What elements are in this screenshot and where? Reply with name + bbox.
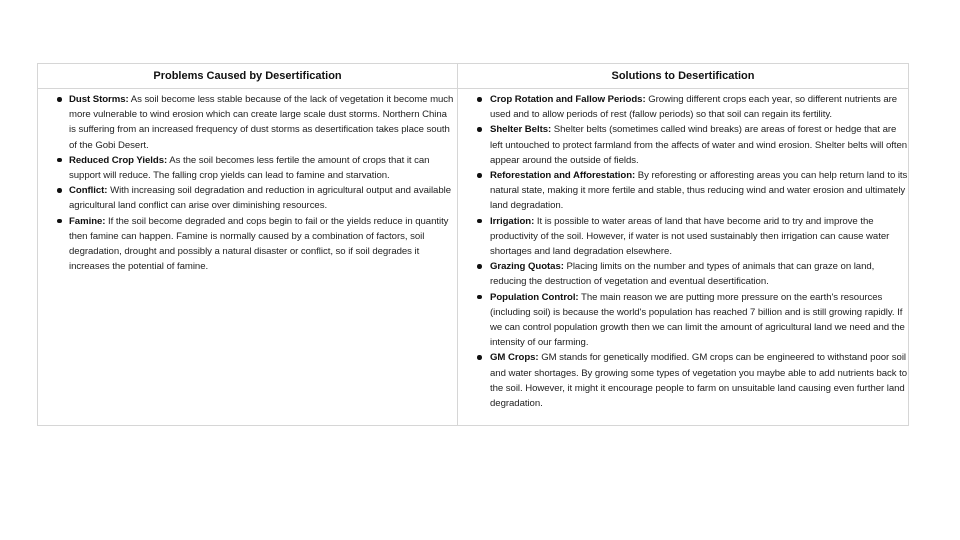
problems-list — [38, 89, 457, 274]
list-item — [458, 290, 908, 351]
item-text: The main reason we are putting more pressure on the earth's resources (including soil) is because the world's population has reached 7 billion and is still growing rapidly. If we can control population growth then we can limit the amount of agricultural land we need and the intensity of our farming. — [490, 291, 905, 349]
item-term: Grazing Quotas: — [490, 261, 564, 273]
item-term: Reduced Crop Yields: — [69, 154, 168, 166]
item-text: It is possible to water areas of land that have become arid to try and improve the productivity of the soil. However, if water is not used sustainably then irrigation can cause water shortages and land degradation elsewhere. — [490, 215, 890, 258]
list-item — [38, 183, 457, 213]
item-term: Crop Rotation and Fallow Periods: — [490, 94, 646, 105]
bullet-icon — [57, 97, 62, 102]
desertification-table — [37, 63, 909, 426]
item-term: Conflict: — [69, 185, 108, 197]
item-term: GM Crops: — [490, 352, 539, 364]
solutions-column — [458, 64, 908, 425]
bullet-icon — [57, 188, 62, 193]
solutions-list — [458, 89, 908, 411]
item-term: Reforestation and Afforestation: — [490, 170, 636, 182]
problems-header: Problems Caused by Desertification — [38, 64, 457, 89]
bullet-icon — [57, 158, 62, 163]
item-text: Shelter belts (sometimes called wind breaks) are areas of forest or hedge that are left untouched to protect farmland from the affects of water and wind erosion. Shelter belts will often appear around the outside of fields. — [490, 124, 908, 166]
problems-column — [38, 64, 458, 425]
item-text: If the soil become degraded and cops begin to fail or the yields reduce in quantity then famine can happen. Famine is normally caused by a combination of factors, soil degradation, drought and possibly a natural disaster or conflict, so if soil degrades it increases the potential of famine. — [69, 215, 449, 273]
bullet-icon — [477, 264, 482, 269]
bullet-icon — [477, 219, 482, 224]
item-text: GM stands for genetically modified. GM crops can be engineered to withstand poor soil and water shortages. By growing some types of vegetation you maybe able to add nutrients back to the soil. However, it might it encourage people to farm on unsuitable land causing even further land degradation. — [490, 352, 908, 410]
list-item — [458, 259, 908, 289]
item-text: With increasing soil degradation and reduction in agricultural output and available agricultural land conflict can arise over diminishing resources. — [69, 185, 451, 212]
item-term: Shelter Belts: — [490, 124, 552, 136]
list-item — [458, 92, 908, 122]
list-item — [458, 214, 908, 260]
item-text: As soil become less stable because of the lack of vegetation it become much more vulnerable to wind erosion which can create large scale dust storms. Northern China is suffering from an increased frequency of dust storms as desertification takes place south of the Gobi Desert. — [69, 94, 454, 151]
bullet-icon — [477, 173, 482, 178]
item-text: Growing different crops each year, so different nutrients are used and to allow periods of rest (fallow periods) so that soil can regain its fertility. — [490, 94, 898, 121]
list-item — [458, 350, 908, 411]
item-text: Placing limits on the number and types of animals that can graze on land, reducing the destruction of vegetation and eventual desertification. — [490, 261, 875, 288]
solutions-header: Solutions to Desertification — [458, 64, 908, 89]
list-item — [458, 168, 908, 214]
item-term: Dust Storms: — [69, 94, 129, 105]
item-text: As the soil becomes less fertile the amount of crops that it can support will reduce. The falling crop yields can lead to famine and starvation. — [69, 154, 430, 182]
bullet-icon — [477, 295, 482, 300]
list-item — [38, 214, 457, 275]
list-item — [458, 122, 908, 168]
bullet-icon — [477, 127, 482, 132]
item-term: Famine: — [69, 215, 106, 227]
item-text: By reforesting or afforesting areas you can help return land to its natural state, making it more fertile and stable, thus reducing wind and water erosion and ultimately land degradation. — [490, 170, 908, 212]
bullet-icon — [57, 219, 62, 224]
bullet-icon — [477, 97, 482, 102]
item-term: Irrigation: — [490, 215, 535, 227]
list-item — [38, 153, 457, 183]
item-term: Population Control: — [490, 291, 579, 303]
list-item — [38, 92, 457, 153]
bullet-icon — [477, 355, 482, 360]
